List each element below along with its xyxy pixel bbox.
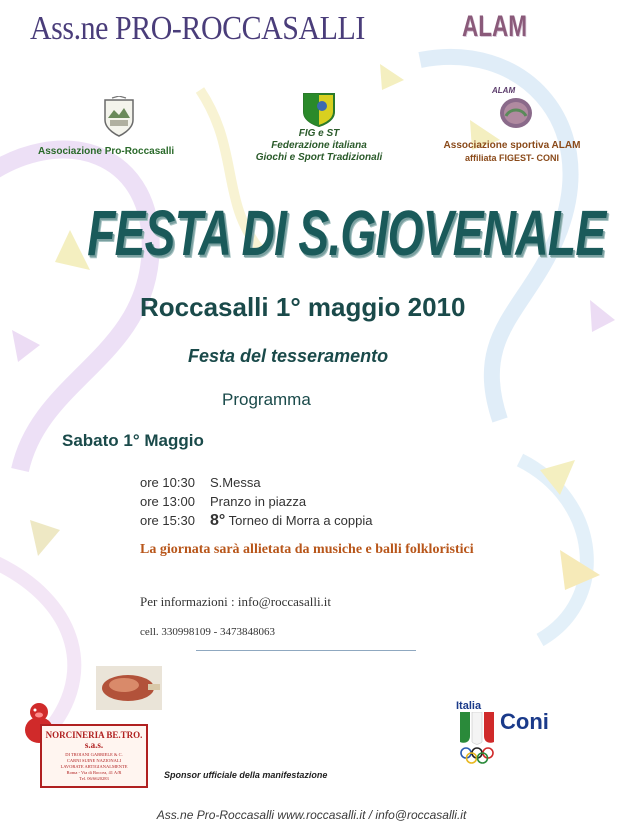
crest-icon	[102, 96, 136, 138]
programma-label: Programma	[222, 390, 311, 409]
schedule-time: ore 10:30	[140, 475, 195, 490]
alam-emblem-icon	[498, 96, 534, 130]
norcineria-name: NORCINERIA BE.TRO. s.a.s.	[45, 730, 143, 750]
association-title: Ass.ne PRO-ROCCASALLI	[30, 10, 365, 47]
norcineria-line-1: DI TROIANI GABRIELE & C.	[65, 752, 123, 757]
figst-caption-line-3: Giochi e Sport Tradizionali	[255, 152, 383, 163]
norcineria-details	[42, 752, 146, 782]
footer-text: Ass.ne Pro-Roccasalli www.roccasalli.it / info@roccasalli.it	[156, 808, 467, 822]
alam-caption	[432, 140, 592, 164]
alam-badge-text: ALAM	[492, 86, 516, 95]
schedule-activity: Pranzo in piazza	[210, 494, 307, 509]
ham-picture-icon	[96, 666, 162, 710]
figst-shield-icon	[302, 92, 336, 128]
schedule-edition: 8°	[210, 512, 226, 529]
coni-logo-icon	[456, 712, 498, 766]
coni-name: Coni	[500, 709, 549, 734]
norcineria-line-3: LAVORATE ARTIGIANALMENTE	[60, 764, 128, 769]
schedule-time: ore 15:30	[140, 513, 195, 528]
norcineria-sign	[40, 724, 148, 788]
norcineria-line-5: Tel. 06/6620283	[79, 776, 109, 781]
event-date: Roccasalli 1° maggio 2010	[140, 292, 466, 322]
schedule-row	[140, 494, 306, 509]
alam-title: ALAM	[462, 10, 527, 43]
event-subtitle: Festa del tesseramento	[188, 346, 389, 366]
schedule-row	[140, 475, 261, 490]
norcineria-line-2: CARNI SUINE NAZIONALI	[66, 758, 122, 763]
schedule-row	[140, 512, 372, 530]
alam-caption-line-1: Associazione sportiva ALAM	[443, 140, 581, 151]
figst-caption-line-2: Federazione italiana	[271, 140, 367, 151]
day-label: Sabato 1° Maggio	[62, 431, 204, 450]
figst-caption-line-1: FIG e ST	[298, 128, 340, 139]
event-title: FESTA DI S.GIOVENALE	[87, 197, 606, 269]
pro-roccasalli-caption: Associazione Pro-Roccasalli	[38, 146, 175, 157]
alam-caption-line-2: affiliata FIGEST- CONI	[464, 153, 559, 163]
figst-caption	[232, 128, 406, 164]
coni-italia-text: Italia	[456, 700, 482, 712]
norcineria-line-4: Roma - Via di Boccea, 41 A/R	[66, 770, 122, 775]
schedule-activity: S.Messa	[210, 475, 261, 490]
schedule-time: ore 13:00	[140, 494, 195, 509]
phone-numbers: cell. 330998109 - 3473848063	[140, 626, 276, 638]
event-note: La giornata sarà allietata da musiche e balli folkloristici	[140, 542, 474, 557]
sponsor-label: Sponsor ufficiale della manifestazione	[164, 770, 328, 780]
divider	[196, 650, 416, 651]
schedule-activity: Torneo di Morra a coppia	[225, 513, 373, 528]
info-contact: Per informazioni : info@roccasalli.it	[140, 594, 332, 609]
